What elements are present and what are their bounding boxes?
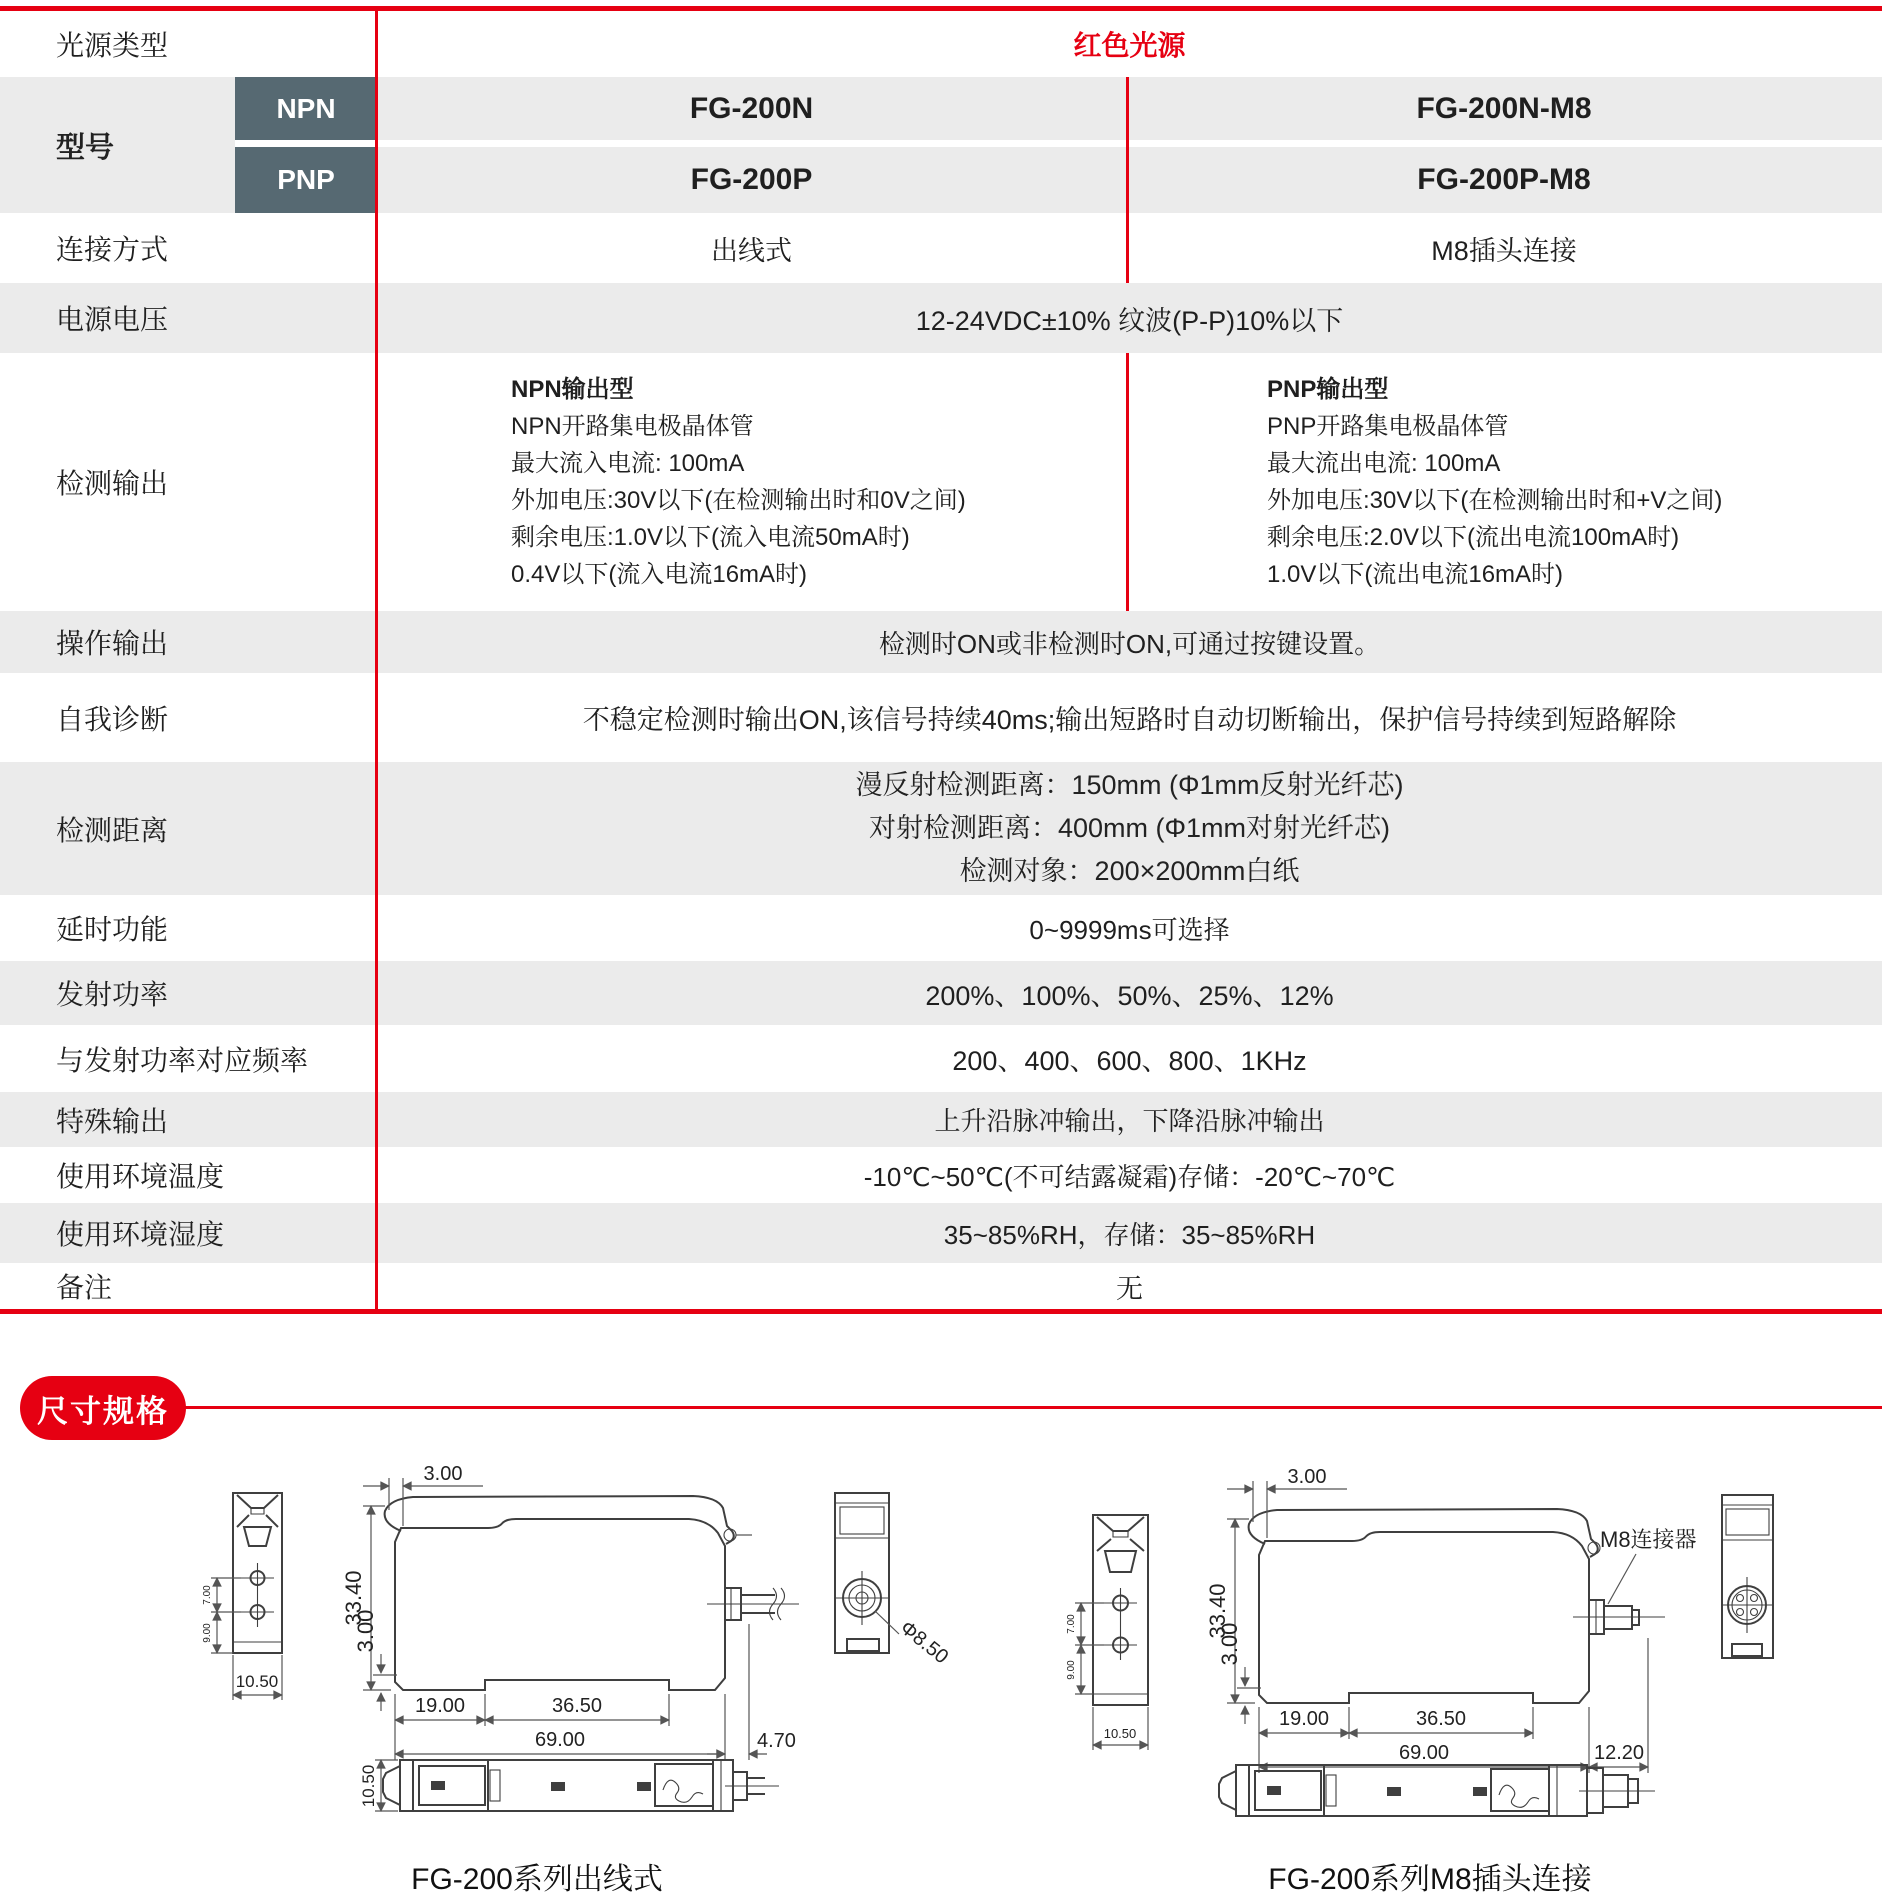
dim-phi-8-50: Φ8.50 [895, 1616, 953, 1669]
operation-label: 操作输出 [56, 628, 169, 659]
dim-7: 7.00 [202, 1585, 213, 1605]
row-model [0, 77, 1882, 213]
model-badges [235, 77, 377, 213]
dim-4-70: 4.70 [757, 1730, 796, 1752]
row-light-source [0, 11, 1882, 77]
emission-value: 200%、100%、50%、25%、12% [925, 980, 1334, 1011]
dim-33-40: 33.40 [1205, 1583, 1230, 1639]
row-special [0, 1092, 1882, 1147]
special-label: 特殊输出 [56, 1105, 169, 1137]
row-self-diagnosis [0, 673, 1882, 762]
power-label: 电源电压 [56, 304, 169, 335]
dim-9: 9.00 [1066, 1660, 1077, 1680]
model-fg200p: FG-200P [377, 147, 1126, 213]
pnp-line: 最大流出电流: 100mA [1267, 450, 1501, 477]
dim-top-3: 3.00 [1287, 1466, 1327, 1488]
connection-label: 连接方式 [56, 234, 169, 265]
dimension-drawing-m8 [1055, 1448, 1855, 1858]
dim-top-3: 3.00 [423, 1463, 463, 1485]
distance-label: 检测距离 [56, 814, 169, 846]
end-view [1721, 1495, 1773, 1658]
pnp-line: 外加电压:30V以下(在检测输出时和+V之间) [1267, 487, 1723, 514]
row-delay [0, 895, 1882, 961]
detect-output-pnp [1126, 353, 1882, 611]
model-fg200p-m8: FG-200P-M8 [1126, 147, 1882, 213]
npn-line: NPN开路集电极晶体管 [511, 413, 754, 440]
row-emission [0, 961, 1882, 1025]
dim-9: 9.00 [202, 1623, 213, 1643]
connection-wire: 出线式 [711, 235, 792, 266]
model-label: 型号 [56, 131, 115, 164]
model-fg200n: FG-200N [377, 77, 1126, 140]
front-view-dims [202, 1578, 282, 1700]
dim-19: 19.00 [414, 1695, 466, 1717]
table-column-divider-output [1126, 353, 1129, 611]
operation-value: 检测时ON或非检测时ON,可通过按键设置。 [878, 628, 1381, 659]
pnp-title: PNP输出型 [1267, 376, 1389, 403]
row-power [0, 283, 1882, 353]
distance-values [377, 762, 1882, 895]
pnp-line: 1.0V以下(流出电流16mA时) [1267, 561, 1564, 588]
front-view [1066, 1515, 1148, 1750]
remark-value: 无 [1116, 1273, 1143, 1304]
row-remark [0, 1263, 1882, 1309]
model-label-cell [0, 77, 235, 213]
row-frequency [0, 1025, 1882, 1092]
humidity-value: 35~85%RH，存储：35~85%RH [943, 1219, 1316, 1250]
humidity-label: 使用环境湿度 [56, 1219, 225, 1250]
dim-69: 69.00 [1398, 1742, 1450, 1764]
row-distance [0, 762, 1882, 895]
distance-line: 漫反射检测距离：150mm (Φ1mm反射光纤芯) [855, 770, 1404, 800]
delay-label: 延时功能 [56, 914, 169, 945]
row-connection [0, 213, 1882, 283]
section-rule [182, 1406, 1882, 1409]
delay-value: 0~9999ms可选择 [1029, 914, 1230, 945]
distance-line: 对射检测距离：400mm (Φ1mm对射光纤芯) [868, 813, 1391, 843]
npn-line: 最大流入电流: 100mA [511, 450, 745, 477]
distance-line: 检测对象：200×200mm白纸 [959, 856, 1300, 886]
temperature-value: -10℃~50℃(不可结露凝霜)存储：-20℃~70℃ [863, 1161, 1396, 1192]
profile-view [1249, 1509, 1697, 1703]
spec-table [0, 11, 1882, 1309]
model-values [377, 77, 1882, 213]
self-diagnosis-value: 不稳定检测时输出ON,该信号持续40ms;输出短路时自动切断输出，保护信号持续到短路解除 [582, 705, 1677, 735]
dim-7: 7.00 [1066, 1614, 1077, 1634]
row-humidity [0, 1203, 1882, 1263]
profile-view [385, 1496, 799, 1690]
frequency-value: 200、400、600、800、1KHz [952, 1046, 1307, 1076]
special-value: 上升沿脉冲输出，下降沿脉冲输出 [934, 1106, 1325, 1136]
row-operation [0, 611, 1882, 673]
temperature-label: 使用环境温度 [56, 1161, 225, 1192]
frequency-label: 与发射功率对应频率 [56, 1044, 309, 1076]
model-fg200n-m8: FG-200N-M8 [1126, 77, 1882, 140]
caption-m8: FG-200系列M8插头连接 [1268, 1863, 1592, 1896]
row-detect-output [0, 353, 1882, 611]
dim-10-50: 10.50 [1103, 1726, 1137, 1741]
dimension-drawing-wire [185, 1448, 985, 1858]
dim-tv-10-50: 10.50 [359, 1764, 378, 1808]
dim-33-40: 33.40 [341, 1570, 366, 1626]
npn-badge: NPN [235, 77, 377, 140]
connection-m8: M8插头连接 [1431, 235, 1577, 266]
table-main-divider [375, 6, 378, 1314]
light-source-label: 光源类型 [56, 30, 169, 61]
npn-line: 剩余电压:1.0V以下(流入电流50mA时) [511, 524, 910, 551]
dim-12-20: 12.20 [1593, 1742, 1645, 1764]
npn-line: 0.4V以下(流入电流16mA时) [511, 561, 808, 588]
dim-10-50: 10.50 [235, 1672, 279, 1691]
caption-wire: FG-200系列出线式 [411, 1863, 663, 1896]
dim-36-50: 36.50 [551, 1695, 603, 1717]
table-bottom-rule [0, 1309, 1882, 1314]
pnp-line: PNP开路集电极晶体管 [1267, 413, 1509, 440]
dim-36-50: 36.50 [1415, 1708, 1467, 1730]
row-temperature [0, 1147, 1882, 1203]
npn-title: NPN输出型 [511, 376, 634, 403]
section-badge: 尺寸规格 [20, 1376, 186, 1440]
table-column-divider-top [1126, 77, 1129, 283]
pnp-line: 剩余电压:2.0V以下(流出电流100mA时) [1267, 524, 1680, 551]
power-value: 12-24VDC±10% 纹波(P-P)10%以下 [915, 305, 1344, 336]
top-view [359, 1760, 779, 1811]
m8-connector-label: M8连接器 [1600, 1527, 1697, 1552]
light-source-value: 红色光源 [1073, 30, 1186, 61]
front-view [233, 1493, 282, 1653]
emission-label: 发射功率 [56, 979, 169, 1010]
dim-rail-3: 3.00 [1217, 1622, 1242, 1666]
self-diagnosis-label: 自我诊断 [56, 703, 169, 735]
dim-19: 19.00 [1278, 1708, 1330, 1730]
dim-rail-3: 3.00 [353, 1609, 378, 1653]
table-top-rule [0, 6, 1882, 11]
profile-view-dims [341, 1463, 796, 1760]
npn-line: 外加电压:30V以下(在检测输出时和0V之间) [511, 487, 966, 514]
detect-output-npn [377, 353, 1126, 611]
dim-69: 69.00 [534, 1729, 586, 1751]
detect-output-label: 检测输出 [56, 468, 169, 499]
profile-view-dims [1205, 1466, 1648, 1773]
end-view [835, 1493, 952, 1668]
remark-label: 备注 [56, 1272, 113, 1303]
pnp-badge: PNP [235, 147, 377, 213]
